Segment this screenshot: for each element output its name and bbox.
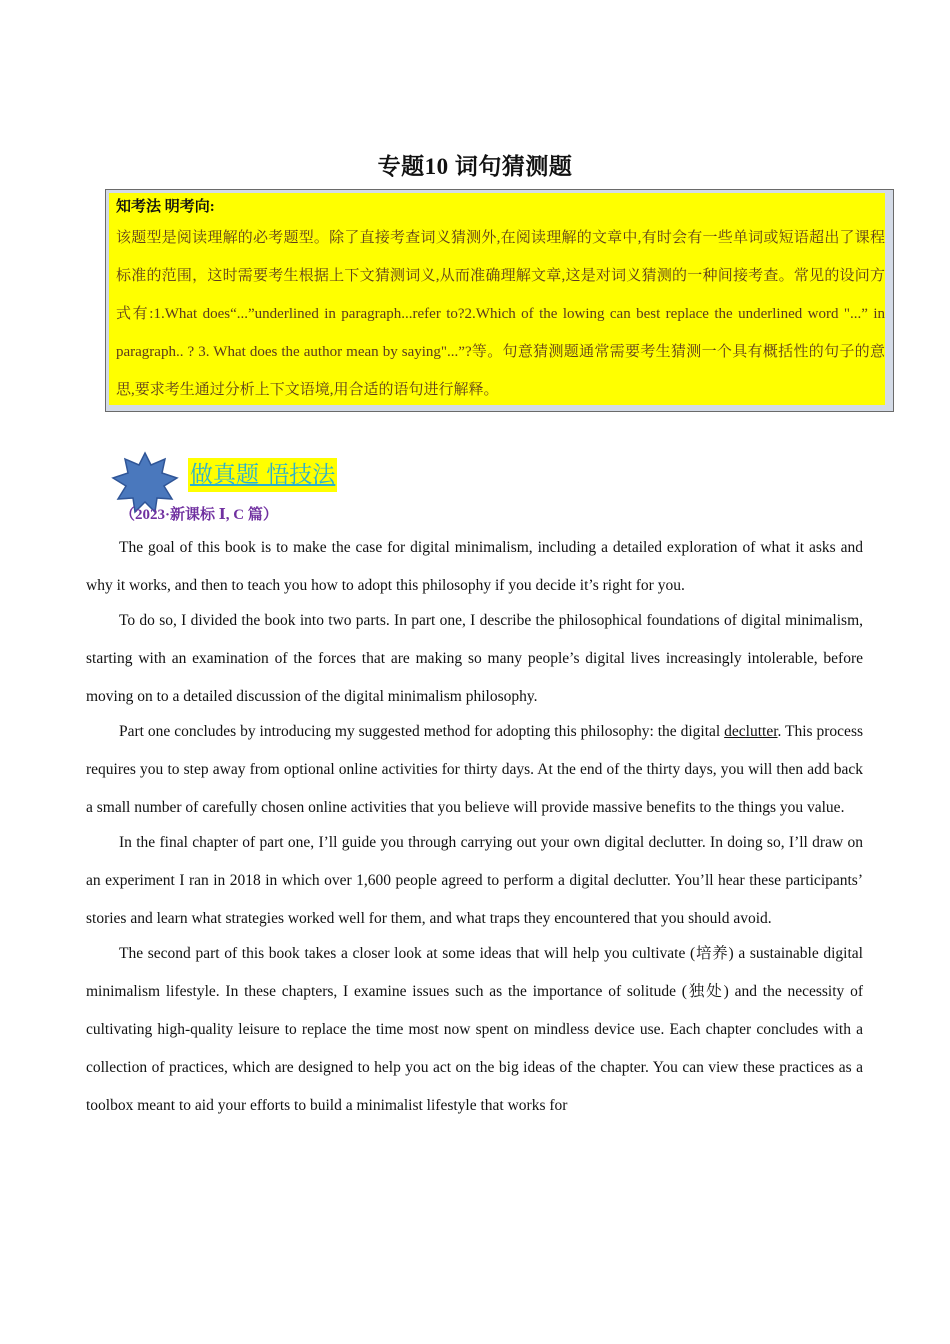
paragraph-3-part-1: Part one concludes by introducing my suggested method for adopting this philosophy: the digital	[119, 723, 725, 740]
paragraph-2: To do so, I divided the book into two parts. In part one, I describe the philosophical foundations of digital minimalism, starting with an examination of the forces that are making so many people’s digital lives increasingly intolerable, before moving on to a detailed discussion of the digital minimalism philosophy.	[86, 612, 863, 705]
exam-tips-highlight	[109, 193, 885, 405]
exam-tips-body: 该题型是阅读理解的必考题型。除了直接考查词义猜测外,在阅读理解的文章中,有时会有一些单词或短语超出了课程标准的范围，这时需要考生根据上下文猜测词义,从而准确理解文章,这是对词义猜测的一种间接考查。常见的设问方式有:1.What does“...”underlined in paragraph...refer to?2.Which of the lowing can best replace the underlined word "...” in paragraph.. ? 3. What does the author mean by saying"...”?等。句意猜测题通常需要考生猜测一个具有概括性的句子的意思,要求考生通过分析上下文语境,用合适的语句进行解释。	[116, 230, 885, 398]
underlined-word: declutter	[724, 723, 778, 740]
paragraph-3-part-2: . This process requires you to step away from optional online activities for thirty days. At the end of the thirty days, you will then add back a small number of carefully chosen online activities that you believe will provide massive benefits to the things you value.	[86, 723, 864, 816]
reading-passage	[86, 529, 863, 1122]
paragraph-4: In the final chapter of part one, I’ll guide you through carrying out your own digital declutter. In doing so, I’ll draw on an experiment I ran in 2018 in which over 1,600 people agreed to perform a digital declutter. You’ll hear these participants’ stories and learn what strategies worked well for them, and what traps they encountered that you should avoid.	[86, 834, 863, 927]
section-title: 做真题 悟技法	[188, 458, 337, 492]
exam-tips-box	[105, 189, 894, 412]
paragraph-1: The goal of this book is to make the case for digital minimalism, including a detailed exploration of what it asks and why it works, and then to teach you how to adopt this philosophy if you decide it’s right for you.	[86, 539, 863, 594]
exam-tips-heading: 知考法 明考向:	[116, 199, 215, 215]
paragraph-3	[86, 713, 863, 827]
paragraph-5: The second part of this book takes a closer look at some ideas that will help you cultivate (培养) a sustainable digital minimalism lifestyle. In these chapters, I examine issues such as the importance of solitude (独处) and the necessity of cultivating high-quality leisure to replace the time most now spent on mindless device use. Each chapter concludes with a collection of practices, which are designed to help you act on the big ideas of the chapter. You can view these practices as a toolbox meant to aid your efforts to build a minimalist lifestyle that works for	[86, 945, 863, 1114]
page-title: 专题10 词句猜测题	[377, 154, 573, 179]
source-label: （2023·新课标 Ⅰ, C 篇）	[120, 507, 278, 523]
